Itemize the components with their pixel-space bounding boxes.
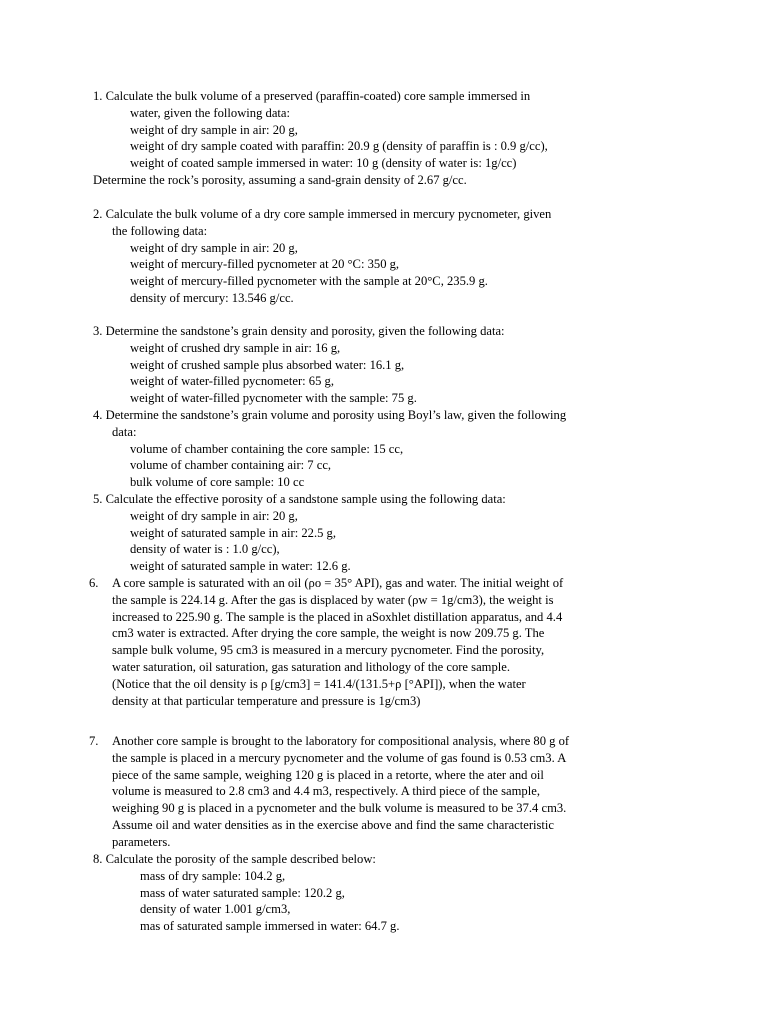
problem-7-number: 7. bbox=[89, 734, 99, 748]
problem-5-title: 5. Calculate the effective porosity of a sandstone sample using the following data: bbox=[93, 492, 506, 506]
problem-3-line: weight of water-filled pycnometer: 65 g, bbox=[130, 374, 334, 389]
problem-8-line: mass of water saturated sample: 120.2 g, bbox=[140, 885, 345, 900]
problem-2-title: 2. Calculate the bulk volume of a dry core sample immersed in mercury pycnometer, given bbox=[93, 207, 552, 221]
problem-1-line: weight of dry sample coated with paraffin: 20.9 g (density of paraffin is : 0.9 g/cc), bbox=[130, 139, 548, 154]
problem-6-line: (Notice that the oil density is ρ [g/cm3] = 141.4/(131.5+ρ [°API]), when the water bbox=[112, 676, 526, 691]
problem-3 bbox=[93, 323, 693, 407]
problem-5 bbox=[93, 491, 693, 575]
problem-7-line: parameters. bbox=[112, 834, 171, 849]
problem-2-line: weight of dry sample in air: 20 g, bbox=[130, 240, 298, 255]
problem-7-line: the sample is placed in a mercury pycnometer and the volume of gas found is 0.53 cm3. A bbox=[112, 750, 567, 765]
problem-1-line: water, given the following data: bbox=[130, 105, 291, 120]
problem-2 bbox=[93, 206, 693, 307]
problem-6-line: water saturation, oil saturation, gas saturation and lithology of the core sample. bbox=[112, 659, 510, 674]
problem-8-line: mas of saturated sample immersed in water: 64.7 g. bbox=[140, 919, 400, 934]
problem-3-line: weight of water-filled pycnometer with the sample: 75 g. bbox=[130, 391, 417, 406]
problem-6-number: 6. bbox=[89, 576, 99, 590]
problem-6-line: A core sample is saturated with an oil (ρo = 35° API), gas and water. The initial weight of bbox=[112, 576, 564, 590]
problem-2-line: weight of mercury-filled pycnometer with the sample at 20°C, 235.9 g. bbox=[130, 274, 488, 289]
problem-4-line: bulk volume of core sample: 10 cc bbox=[130, 475, 305, 490]
problem-8-title: 8. Calculate the porosity of the sample described below: bbox=[93, 852, 376, 866]
problem-2-line: the following data: bbox=[112, 223, 208, 238]
problem-6-line: sample bulk volume, 95 cm3 is measured in a mercury pycnometer. Find the porosity, bbox=[112, 643, 545, 658]
problem-4-line: volume of chamber containing air: 7 cc, bbox=[130, 458, 332, 473]
problem-2-line: density of mercury: 13.546 g/cc. bbox=[130, 290, 294, 305]
problem-4-line: data: bbox=[112, 424, 137, 439]
problem-3-line: weight of crushed dry sample in air: 16 g, bbox=[130, 340, 341, 355]
problem-5-line: weight of saturated sample in water: 12.6 g. bbox=[130, 559, 351, 574]
problem-3-line: weight of crushed sample plus absorbed water: 16.1 g, bbox=[130, 357, 405, 372]
problem-7-line: Assume oil and water densities as in the exercise above and find the same characteristic bbox=[112, 817, 555, 832]
problem-6-line: increased to 225.90 g. The sample is the placed in aSoxhlet distillation apparatus, and 4.4 bbox=[112, 609, 563, 624]
problem-7-line: volume is measured to 2.8 cm3 and 4.4 m3, respectively. A third piece of the sample, bbox=[112, 784, 540, 799]
problem-6-line: cm3 water is extracted. After drying the core sample, the weight is now 209.75 g. The bbox=[112, 626, 545, 641]
problem-5-line: weight of saturated sample in air: 22.5 g, bbox=[130, 525, 336, 540]
problem-4-line: volume of chamber containing the core sample: 15 cc, bbox=[130, 441, 404, 456]
problem-5-line: density of water is : 1.0 g/cc), bbox=[130, 542, 280, 557]
problem-7-line: Another core sample is brought to the laboratory for compositional analysis, where 80 g of bbox=[112, 734, 570, 748]
problem-8 bbox=[93, 851, 693, 935]
problem-2-line: weight of mercury-filled pycnometer at 20 °C: 350 g, bbox=[130, 257, 400, 272]
problem-1-question: Determine the rock’s porosity, assuming a sand-grain density of 2.67 g/cc. bbox=[93, 172, 467, 187]
problem-4 bbox=[93, 407, 713, 491]
problem-1-line: weight of dry sample in air: 20 g, bbox=[130, 122, 298, 137]
problem-1 bbox=[93, 88, 693, 189]
problem-7-line: weighing 90 g is placed in a pycnometer and the bulk volume is measured to be 37.4 cm3. bbox=[112, 801, 567, 816]
problem-7 bbox=[89, 733, 675, 851]
problem-1-line: weight of coated sample immersed in water: 10 g (density of water is: 1g/cc) bbox=[130, 156, 517, 171]
problem-6-line: the sample is 224.14 g. After the gas is displaced by water (ρw = 1g/cm3), the weight is bbox=[112, 592, 554, 607]
problem-6 bbox=[89, 575, 675, 709]
problem-8-line: density of water 1.001 g/cm3, bbox=[140, 902, 291, 917]
problem-3-title: 3. Determine the sandstone’s grain density and porosity, given the following data: bbox=[93, 324, 505, 338]
problem-8-line: mass of dry sample: 104.2 g, bbox=[140, 868, 286, 883]
problem-1-title: 1. Calculate the bulk volume of a preserved (paraffin-coated) core sample immersed in bbox=[93, 89, 531, 103]
problem-4-title: 4. Determine the sandstone’s grain volume and porosity using Boyl’s law, given the following bbox=[93, 408, 567, 422]
problem-5-line: weight of dry sample in air: 20 g, bbox=[130, 508, 298, 523]
problem-7-line: piece of the same sample, weighing 120 g is placed in a retorte, where the ater and oil bbox=[112, 767, 544, 782]
problem-6-line: density at that particular temperature and pressure is 1g/cm3) bbox=[112, 693, 421, 708]
